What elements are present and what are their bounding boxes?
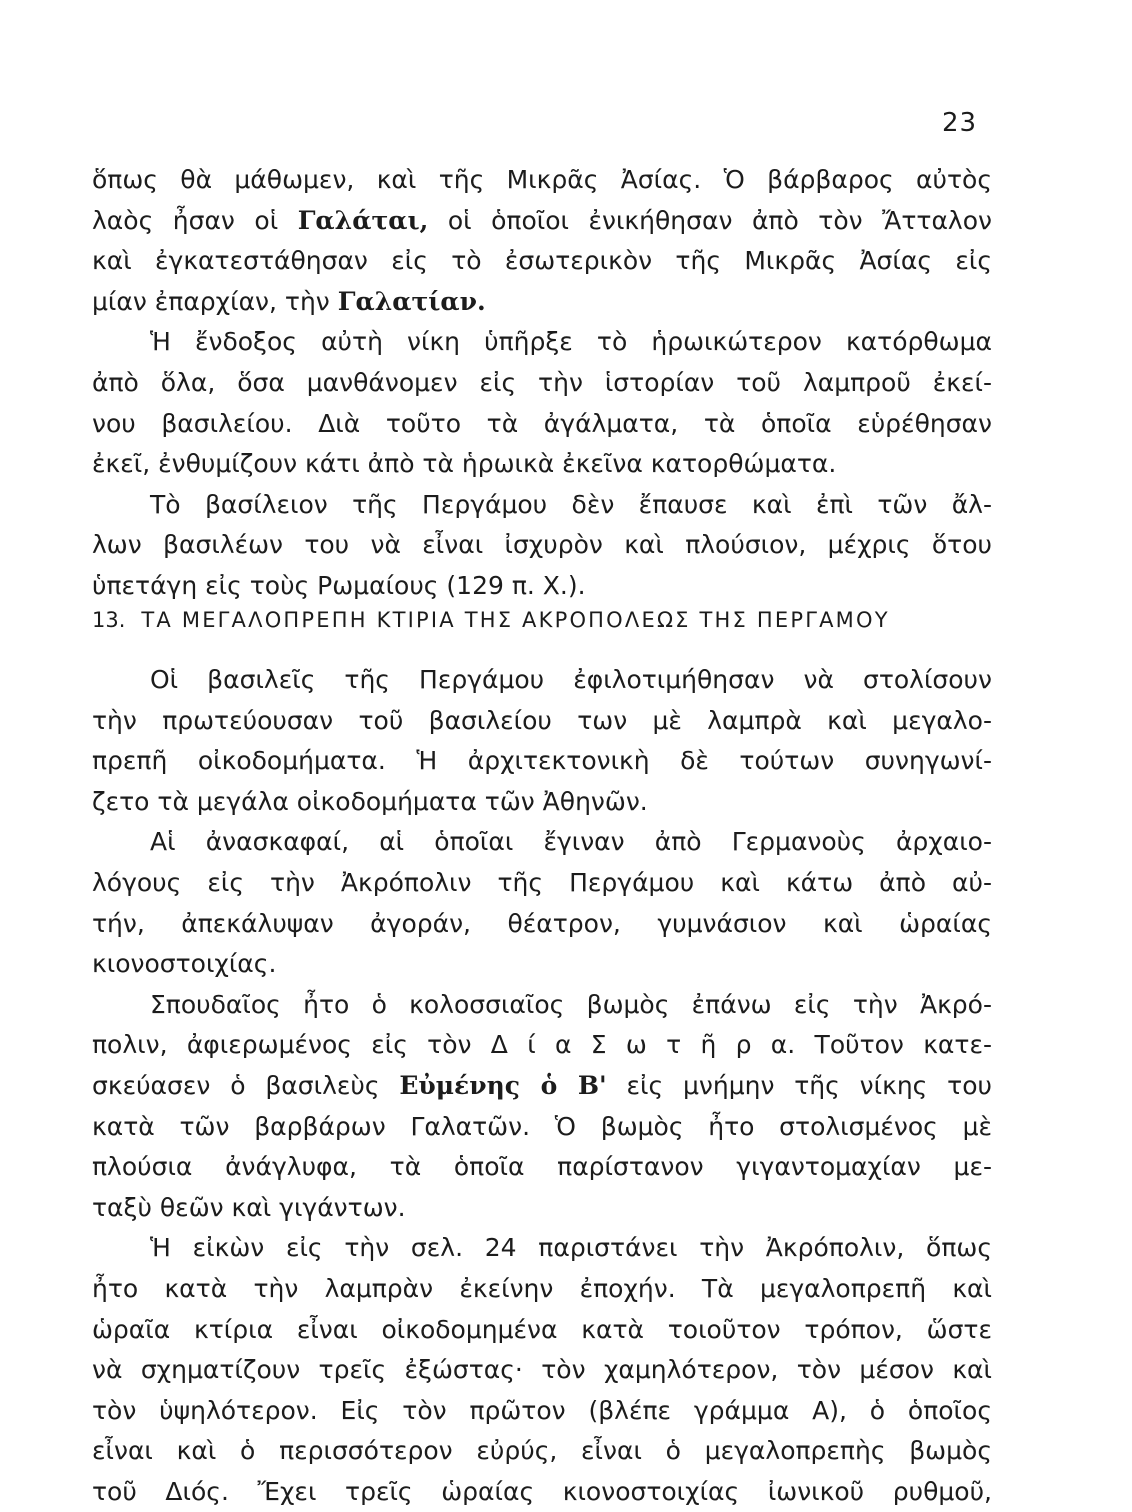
bottom-text-block — [92, 660, 992, 1512]
text-line: ἀπὸ ὅλα, ὅσα μανθάνομεν εἰς τὴν ἱστορίαν τοῦ λαμπροῦ ἐκεί- — [92, 367, 992, 397]
text-line: ὑπετάγη εἰς τοὺς Ρωμαίους (129 π. Χ.). — [92, 570, 586, 600]
top-text-block — [92, 160, 992, 607]
text-line: ὅπως θὰ μάθωμεν, καὶ τῆς Μικρᾶς Ἀσίας. Ὁ βάρβαρος αὐτὸς — [92, 165, 992, 194]
text-line: σκεύασεν ὁ βασιλεὺς Εὐμένης ὁ Β' εἰς μνήμην τῆς νίκης του — [92, 1070, 992, 1100]
text-line: μίαν ἐπαρχίαν, τὴν Γαλατίαν. — [92, 286, 486, 316]
text-line: ἐκεῖ, ἐνθυμίζουν κάτι ἀπὸ τὰ ἡρωικὰ ἐκεῖνα κατορθώματα. — [92, 449, 837, 479]
paragraph — [92, 322, 992, 484]
text-line: κατὰ τῶν βαρβάρων Γαλατῶν. Ὁ βωμὸς ἦτο στολισμένος μὲ — [92, 1111, 992, 1141]
text-line: τήν, ἀπεκάλυψαν ἀγοράν, θέατρον, γυμνάσιον καὶ ὡραίας — [92, 908, 992, 938]
text-line: τὸν ὑψηλότερον. Εἰς τὸν πρῶτον (βλέπε γράμμα Α), ὁ ὁποῖος — [92, 1395, 992, 1425]
text-line: λων βασιλέων του νὰ εἶναι ἰσχυρὸν καὶ πλούσιον, μέχρις ὅτου — [92, 530, 992, 560]
text-line: ζετο τὰ μεγάλα οἰκοδομήματα τῶν Ἀθηνῶν. — [92, 786, 648, 816]
text-line: πλούσια ἀνάγλυφα, τὰ ὁποῖα παρίστανον γιγαντομαχίαν με- — [92, 1152, 992, 1182]
text-line: Οἱ βασιλεῖς τῆς Περγάμου ἐφιλοτιμήθησαν νὰ στολίσουν — [150, 665, 992, 694]
section-heading — [92, 600, 992, 640]
paragraph — [92, 822, 992, 984]
paragraph — [92, 660, 992, 822]
text-line: Αἱ ἀνασκαφαί, αἱ ὁποῖαι ἔγιναν ἀπὸ Γερμανοὺς ἀρχαιο- — [150, 827, 992, 857]
text-line: νου βασιλείου. Διὰ τοῦτο τὰ ἀγάλματα, τὰ ὁποῖα εὑρέθησαν — [92, 408, 992, 438]
text-line: Ἡ εἰκὼν εἰς τὴν σελ. 24 παριστάνει τὴν Ἀκρόπολιν, ὅπως — [150, 1233, 992, 1263]
text-line: λόγους εἰς τὴν Ἀκρόπολιν τῆς Περγάμου καὶ κάτω ἀπὸ αὐ- — [92, 867, 992, 897]
text-line: Ἡ ἔνδοξος αὐτὴ νίκη ὑπῆρξε τὸ ἡρωικώτερον κατόρθωμα — [150, 327, 992, 357]
text-line: Σπουδαῖος ἦτο ὁ κολοσσιαῖος βωμὸς ἐπάνω εἰς τὴν Ἀκρό- — [150, 989, 992, 1019]
paragraph — [92, 485, 992, 607]
text-line: τὴν πρωτεύουσαν τοῦ βασιλείου των μὲ λαμπρὰ καὶ μεγαλο- — [92, 705, 992, 735]
text-line: εἶναι καὶ ὁ περισσότερον εὐρύς, εἶναι ὁ μεγαλοπρεπὴς βωμὸς — [92, 1436, 992, 1466]
text-line: ἦτο κατὰ τὴν λαμπρὰν ἐκείνην ἐποχήν. Τὰ μεγαλοπρεπῆ καὶ — [92, 1273, 992, 1303]
text-line: κιονοστοιχίας. — [92, 949, 277, 979]
text-line: Τὸ βασίλειον τῆς Περγάμου δὲν ἔπαυσε καὶ ἐπὶ τῶν ἄλ- — [150, 489, 992, 519]
section-title: ΤΑ ΜΕΓΑΛΟΠΡΕΠΗ ΚΤΙΡΙΑ ΤΗΣ ΑΚΡΟΠΟΛΕΩΣ ΤΗΣ ΠΕΡΓΑΜΟΥ — [141, 608, 890, 632]
text-line: καὶ ἐγκατεστάθησαν εἰς τὸ ἐσωτερικὸν τῆς Μικρᾶς Ἀσίας εἰς — [92, 246, 992, 276]
text-line: πρεπῆ οἰκοδομήματα. Ἡ ἀρχιτεκτονικὴ δὲ τούτων συνηγωνί- — [92, 746, 992, 776]
paragraph — [92, 985, 992, 1229]
paragraph — [92, 160, 992, 322]
page-number: 23 — [942, 108, 978, 138]
text-line: ὡραῖα κτίρια εἶναι οἰκοδομημένα κατὰ τοιοῦτον τρόπον, ὥστε — [92, 1314, 992, 1344]
text-line: τοῦ Διός. Ἔχει τρεῖς ὡραίας κιονοστοιχίας ἰωνικοῦ ρυθμοῦ, — [92, 1476, 992, 1506]
paragraph — [92, 1228, 992, 1512]
text-line: ταξὺ θεῶν καὶ γιγάντων. — [92, 1192, 406, 1222]
text-line: νὰ σχηματίζουν τρεῖς ἐξώστας· τὸν χαμηλότερον, τὸν μέσον καὶ — [92, 1355, 992, 1385]
text-line: λαὸς ἦσαν οἱ Γαλάται, οἱ ὁποῖοι ἐνικήθησαν ἀπὸ τὸν Ἄτταλον — [92, 205, 992, 235]
text-line: πολιν, ἀφιερωμένος εἰς τὸν Δ ί α Σ ω τ ῆ ρ α. Τοῦτον κατε- — [92, 1030, 992, 1060]
section-number: 13. — [92, 608, 126, 632]
